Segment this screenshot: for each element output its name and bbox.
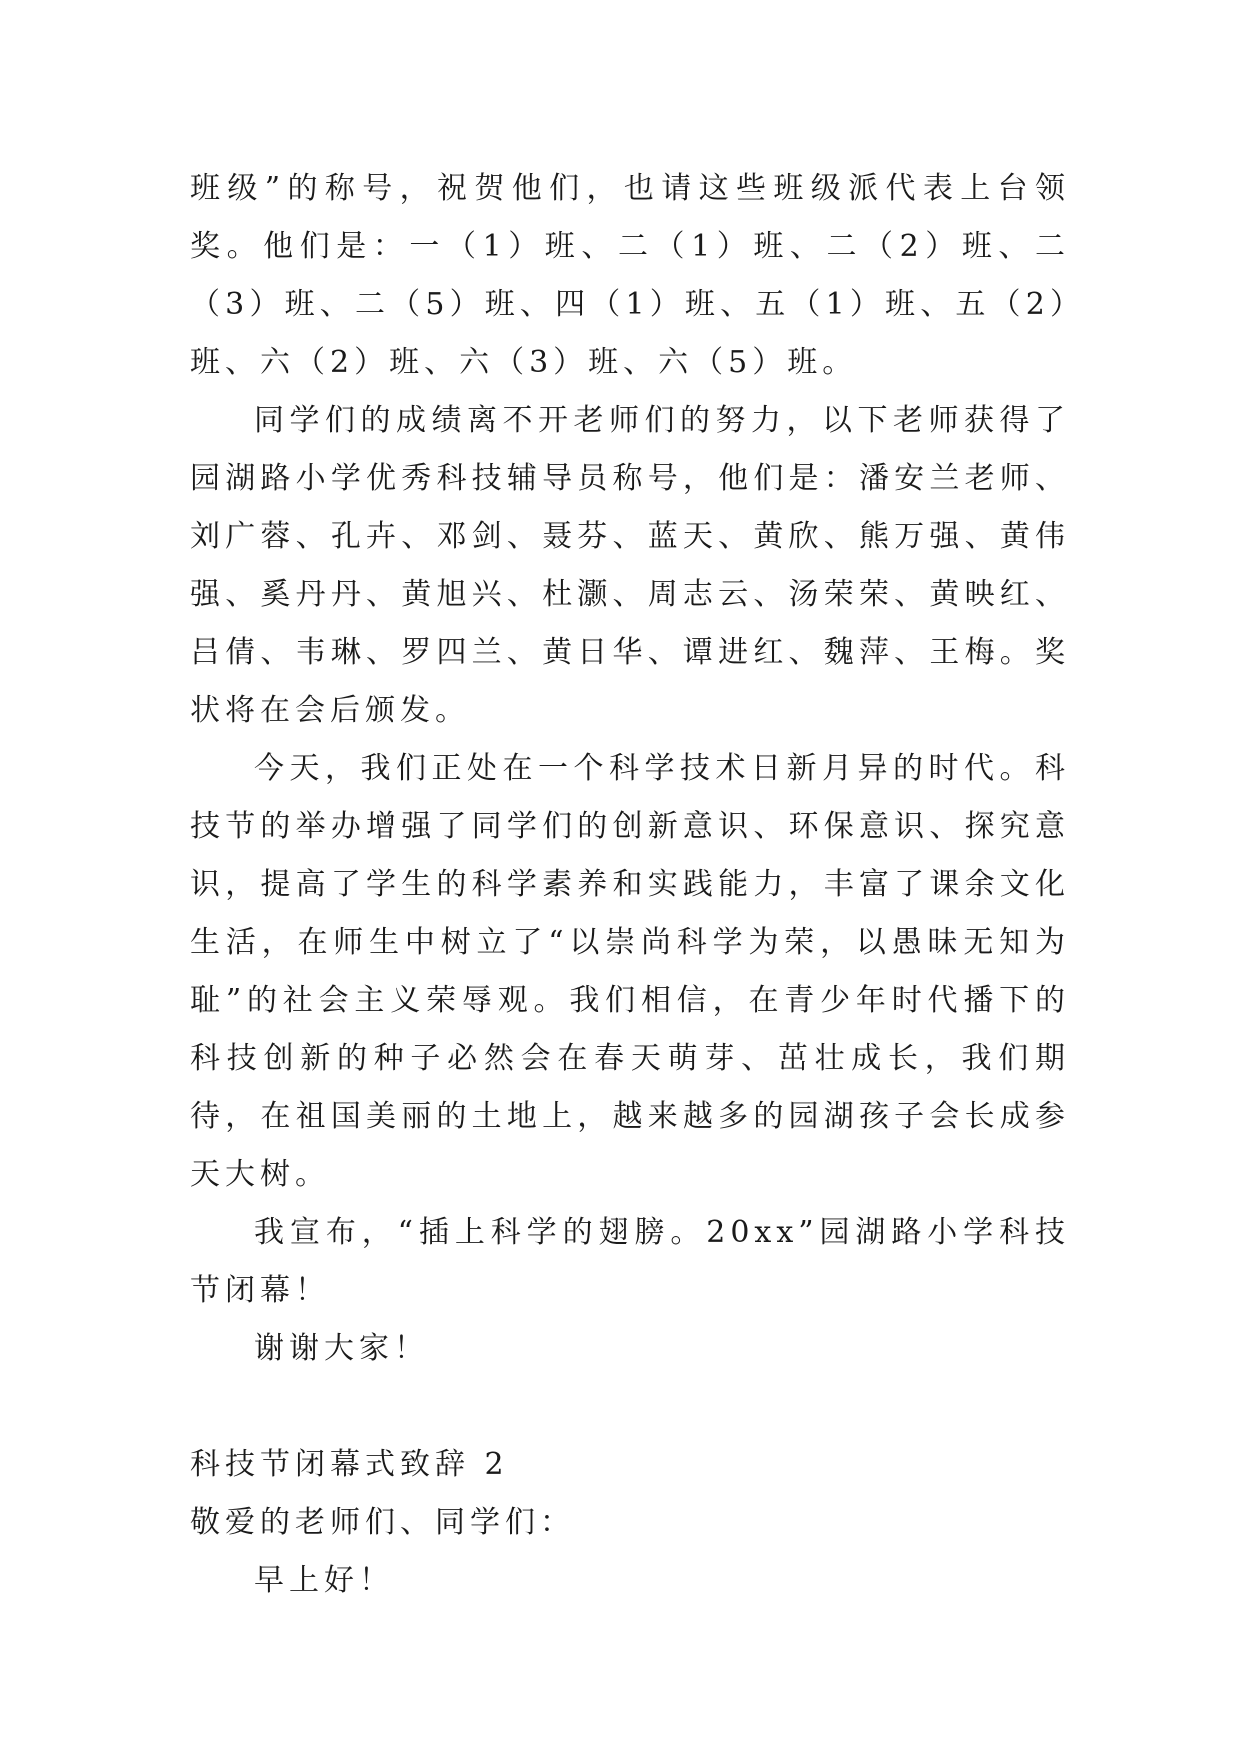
- paragraph-closing-declaration: 我宣布，“插上科学的翅膀。20xx”园湖路小学科技节闭幕！: [190, 1215, 1070, 1308]
- paragraph-teacher-awards: 同学们的成绩离不开老师们的努力，以下老师获得了园湖路小学优秀科技辅导员称号，他们是：潘安兰老师、刘广蓉、孔卉、邓剑、聂芬、蓝天、黄欣、熊万强、黄伟强、奚丹丹、黄旭兴、杜灏、周志云、汤荣荣、黄映红、吕倩、韦琳、罗四兰、黄日华、谭进红、魏萍、王梅。奖状将在会后颁发。: [190, 403, 1070, 728]
- salutation: 敬爱的老师们、同学们：: [190, 1505, 575, 1540]
- document-page: [190, 160, 1070, 1610]
- greeting: 早上好！: [254, 1563, 394, 1598]
- paragraph-significance: 今天，我们正处在一个科学技术日新月异的时代。科技节的举办增强了同学们的创新意识、环保意识、探究意识，提高了学生的科学素养和实践能力，丰富了课余文化生活，在师生中树立了“以崇尚科学为荣，以愚昧无知为耻”的社会主义荣辱观。我们相信，在青少年时代播下的科技创新的种子必然会在春天萌芽、茁壮成长，我们期待，在祖国美丽的土地上，越来越多的园湖孩子会长成参天大树。: [190, 751, 1070, 1192]
- paragraph-thanks: 谢谢大家！: [254, 1331, 429, 1366]
- section-title: 科技节闭幕式致辞 2: [190, 1447, 509, 1482]
- section-spacer: [190, 1378, 1070, 1436]
- paragraph-class-awards: 班级”的称号，祝贺他们，也请这些班级派代表上台领奖。他们是：一（1）班、二（1）班、二（2）班、二（3）班、二（5）班、四（1）班、五（1）班、五（2）班、六（2）班、六（3）班、六（5）班。: [190, 171, 1070, 380]
